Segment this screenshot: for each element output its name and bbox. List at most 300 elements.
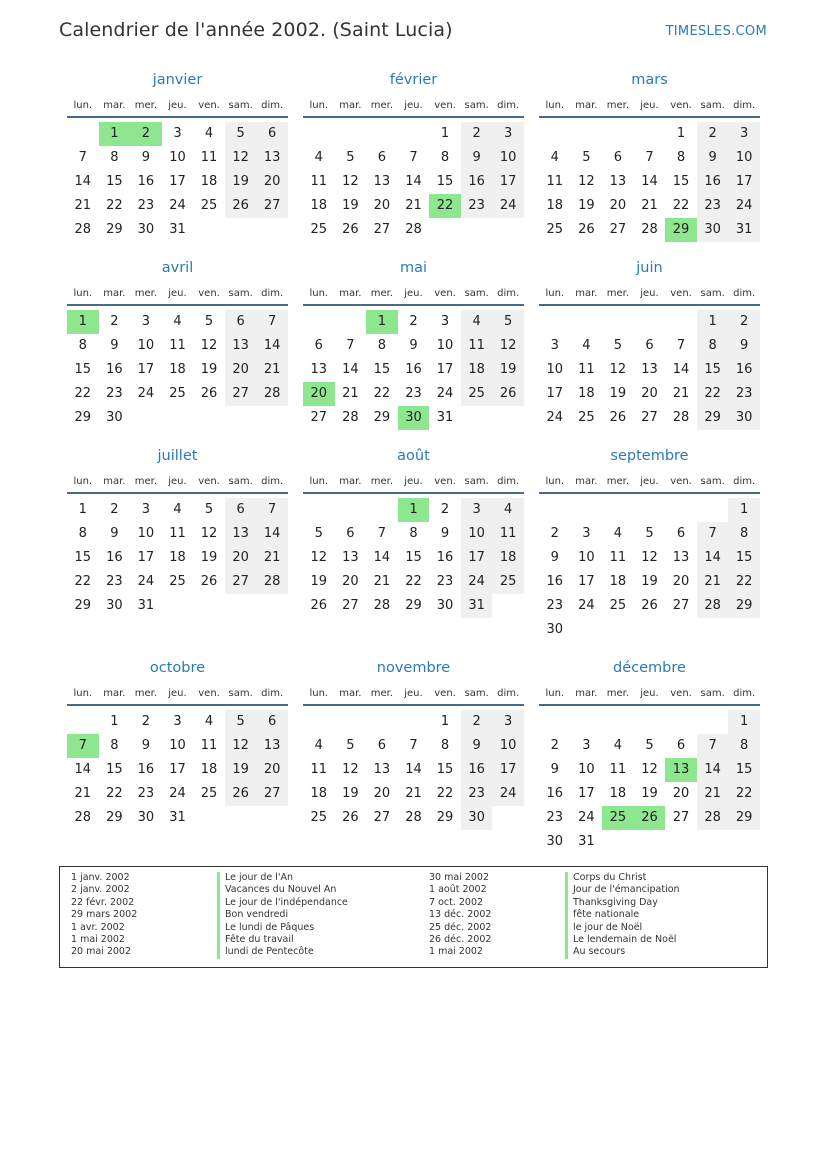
day-cell: 28 — [405, 810, 422, 825]
day-cell: 8 — [697, 334, 729, 358]
day-cell: 3 — [141, 314, 151, 329]
holiday-day-cell: 13 — [665, 758, 697, 782]
day-cell: 31 — [578, 834, 595, 849]
day-cell: 15 — [672, 174, 690, 189]
weekday-label: ven. — [670, 688, 692, 699]
legend-date: 2 janv. 2002 — [71, 884, 130, 896]
day-cell: 24 — [436, 386, 454, 401]
day-cell: 5 — [492, 310, 524, 334]
holiday-day-cell: 30 — [398, 406, 430, 430]
month-name: juin — [636, 260, 663, 276]
weekday-label: dim. — [497, 288, 520, 299]
day-cell: 17 — [728, 170, 760, 194]
weekday-label: sam. — [464, 288, 489, 299]
weekday-label: mar. — [575, 476, 598, 487]
day-cell: 3 — [173, 714, 182, 729]
legend-date: 13 déc. 2002 — [429, 909, 492, 921]
day-cell: 17 — [578, 574, 595, 589]
weekday-label: jeu. — [168, 288, 187, 299]
weekday-label: lun. — [73, 288, 93, 299]
day-cell: 12 — [200, 526, 218, 541]
weekday-label: mar. — [339, 100, 362, 111]
legend-date: 25 déc. 2002 — [429, 921, 492, 933]
weekday-label: ven. — [670, 288, 692, 299]
day-cell: 4 — [173, 314, 182, 329]
day-cell: 5 — [645, 526, 654, 541]
legend-holiday-name: Bon vendredi — [217, 909, 348, 921]
day-cell: 16 — [405, 362, 422, 377]
day-cell: 23 — [405, 386, 422, 401]
day-cell: 25 — [310, 810, 328, 825]
weekday-label: mer. — [370, 476, 394, 487]
month-name: janvier — [152, 72, 203, 88]
day-cell: 18 — [200, 762, 218, 777]
day-cell: 28 — [256, 570, 288, 594]
weekday-label: jeu. — [404, 100, 423, 111]
weekday-label: ven. — [670, 100, 692, 111]
weekday-label: sam. — [228, 288, 253, 299]
weekday-header — [303, 476, 524, 494]
weekday-label: mar. — [103, 688, 126, 699]
day-cell: 12 — [225, 734, 257, 758]
day-cell: 26 — [225, 782, 257, 806]
day-cell: 29 — [74, 410, 92, 425]
day-cell: 17 — [137, 550, 155, 565]
legend-holiday-name: lundi de Pentecôte — [217, 946, 348, 958]
day-cell: 21 — [373, 574, 391, 589]
day-cell: 28 — [697, 594, 729, 618]
day-cell: 21 — [697, 570, 729, 594]
weekday-header — [67, 100, 288, 118]
day-cell: 7 — [256, 498, 288, 522]
legend-date: 26 déc. 2002 — [429, 933, 492, 945]
weekday-label: dim. — [261, 100, 284, 111]
day-cell: 22 — [728, 570, 760, 594]
day-cell: 10 — [492, 146, 524, 170]
day-cell: 21 — [342, 386, 359, 401]
day-cell: 3 — [492, 122, 524, 146]
day-cell: 25 — [609, 598, 627, 613]
day-cell: 4 — [314, 150, 323, 165]
day-cell: 3 — [461, 498, 493, 522]
day-cell: 7 — [377, 526, 387, 541]
day-cell: 23 — [461, 194, 493, 218]
day-cell: 9 — [440, 526, 450, 541]
day-cell: 6 — [377, 150, 387, 165]
day-cell: 22 — [405, 574, 422, 589]
day-cell: 15 — [728, 546, 760, 570]
day-cell: 12 — [609, 362, 627, 377]
weekday-header — [539, 476, 760, 494]
day-cell: 2 — [141, 714, 151, 729]
day-cell: 17 — [436, 362, 454, 377]
day-cell: 6 — [613, 150, 623, 165]
weekday-label: mar. — [339, 688, 362, 699]
weekday-label: sam. — [464, 100, 489, 111]
day-cell: 2 — [461, 710, 493, 734]
day-cell: 11 — [200, 738, 218, 753]
day-cell: 19 — [200, 550, 218, 565]
day-cell: 28 — [256, 382, 288, 406]
day-cell: 1 — [728, 710, 760, 734]
legend-holiday-name: Le jour de l'An — [217, 872, 348, 884]
day-cell: 12 — [200, 338, 218, 353]
day-cell: 15 — [373, 362, 391, 377]
weekday-label: sam. — [700, 688, 725, 699]
day-cell: 14 — [373, 550, 391, 565]
day-cell: 4 — [613, 526, 623, 541]
day-cell: 20 — [641, 386, 658, 401]
weekday-label: ven. — [198, 688, 220, 699]
day-cell: 9 — [550, 762, 559, 777]
day-cell: 13 — [256, 734, 288, 758]
day-cell: 20 — [256, 170, 288, 194]
weekday-header — [539, 688, 760, 706]
legend-date: 1 mai 2002 — [71, 933, 125, 945]
weekday-label: sam. — [464, 476, 489, 487]
day-cell: 7 — [676, 338, 686, 353]
day-cell: 5 — [613, 338, 623, 353]
day-cell: 11 — [546, 174, 564, 189]
weekday-label: dim. — [733, 688, 756, 699]
legend-holiday-name: Corps du Christ — [565, 872, 680, 884]
day-cell: 22 — [697, 382, 729, 406]
day-cell: 8 — [440, 738, 450, 753]
day-cell: 4 — [204, 126, 214, 141]
day-cell: 8 — [728, 522, 760, 546]
day-cell: 28 — [672, 410, 690, 425]
day-cell: 19 — [609, 386, 627, 401]
day-cell: 17 — [578, 786, 595, 801]
weekday-header — [67, 288, 288, 306]
day-cell: 26 — [200, 574, 218, 589]
day-cell: 20 — [672, 786, 690, 801]
day-cell: 14 — [256, 334, 288, 358]
day-cell: 26 — [342, 810, 359, 825]
day-cell: 10 — [137, 338, 155, 353]
day-cell: 9 — [461, 146, 493, 170]
day-cell: 9 — [409, 338, 418, 353]
day-cell: 13 — [225, 522, 257, 546]
day-cell: 4 — [492, 498, 524, 522]
weekday-label: dim. — [497, 100, 520, 111]
day-cell: 27 — [342, 598, 359, 613]
weekday-label: jeu. — [640, 100, 659, 111]
day-cell: 15 — [74, 362, 92, 377]
day-cell: 23 — [436, 574, 454, 589]
day-cell: 31 — [461, 594, 493, 618]
day-cell: 20 — [609, 198, 627, 213]
day-cell: 29 — [697, 406, 729, 430]
day-cell: 21 — [256, 546, 288, 570]
day-cell: 16 — [728, 358, 760, 382]
weekday-label: lun. — [73, 688, 93, 699]
day-cell: 11 — [609, 762, 627, 777]
day-cell: 19 — [492, 358, 524, 382]
day-cell: 13 — [342, 550, 359, 565]
month-name: septembre — [610, 448, 689, 464]
day-cell: 28 — [373, 598, 391, 613]
day-cell: 12 — [225, 146, 257, 170]
weekday-label: mer. — [134, 100, 158, 111]
holiday-day-cell: 1 — [398, 498, 430, 522]
month-name: décembre — [613, 660, 686, 676]
day-cell: 19 — [641, 786, 658, 801]
weekday-label: dim. — [261, 288, 284, 299]
weekday-label: jeu. — [404, 688, 423, 699]
day-cell: 1 — [440, 714, 450, 729]
day-cell: 27 — [609, 222, 627, 237]
weekday-label: ven. — [198, 288, 220, 299]
day-cell: 5 — [204, 502, 214, 517]
weekday-header — [303, 100, 524, 118]
weekday-label: ven. — [434, 100, 456, 111]
day-cell: 18 — [461, 358, 493, 382]
weekday-label: ven. — [198, 476, 220, 487]
legend-holiday-name: Le lundi de Pâques — [217, 922, 348, 934]
day-cell: 24 — [492, 782, 524, 806]
legend-date: 1 janv. 2002 — [71, 872, 130, 883]
weekday-label: jeu. — [640, 688, 659, 699]
day-cell: 14 — [256, 522, 288, 546]
day-cell: 23 — [546, 810, 564, 825]
weekday-header — [303, 688, 524, 706]
day-cell: 5 — [346, 738, 355, 753]
day-cell: 21 — [74, 786, 92, 801]
day-cell: 15 — [74, 550, 92, 565]
day-cell: 12 — [342, 174, 359, 189]
day-cell: 11 — [310, 174, 328, 189]
day-cell: 10 — [169, 738, 186, 753]
weekday-label: mer. — [134, 476, 158, 487]
day-cell: 23 — [137, 198, 155, 213]
day-cell: 24 — [546, 410, 564, 425]
holiday-day-cell: 7 — [67, 734, 99, 758]
day-cell: 12 — [641, 762, 658, 777]
day-cell: 10 — [461, 522, 493, 546]
day-cell: 9 — [550, 550, 559, 565]
day-cell: 27 — [225, 570, 257, 594]
day-cell: 28 — [74, 810, 92, 825]
day-cell: 23 — [461, 782, 493, 806]
day-cell: 26 — [492, 382, 524, 406]
day-cell: 10 — [137, 526, 155, 541]
weekday-label: mar. — [575, 100, 598, 111]
weekday-label: jeu. — [640, 288, 659, 299]
day-cell: 23 — [546, 598, 564, 613]
day-cell: 9 — [110, 338, 119, 353]
day-cell: 25 — [492, 570, 524, 594]
day-cell: 18 — [310, 198, 328, 213]
day-cell: 3 — [728, 122, 760, 146]
day-cell: 30 — [546, 622, 564, 637]
day-cell: 15 — [728, 758, 760, 782]
holiday-day-cell: 1 — [366, 310, 398, 334]
weekday-label: ven. — [198, 100, 220, 111]
weekday-label: dim. — [497, 476, 520, 487]
weekday-label: dim. — [733, 476, 756, 487]
legend-names-left — [217, 872, 348, 959]
day-cell: 6 — [645, 338, 654, 353]
day-cell: 16 — [106, 362, 123, 377]
day-cell: 26 — [310, 598, 328, 613]
day-cell: 10 — [578, 762, 595, 777]
day-cell: 21 — [74, 198, 92, 213]
legend-holiday-name: Jour de l'émancipation — [565, 884, 680, 896]
day-cell: 25 — [200, 198, 218, 213]
day-cell: 21 — [641, 198, 658, 213]
day-cell: 29 — [405, 598, 422, 613]
day-cell: 9 — [697, 146, 729, 170]
day-cell: 13 — [609, 174, 627, 189]
day-cell: 8 — [110, 150, 119, 165]
day-cell: 6 — [346, 526, 355, 541]
day-cell: 15 — [697, 358, 729, 382]
day-cell: 6 — [676, 526, 686, 541]
day-cell: 14 — [74, 762, 92, 777]
day-cell: 20 — [342, 574, 359, 589]
day-cell: 7 — [697, 522, 729, 546]
day-cell: 15 — [436, 174, 454, 189]
day-cell: 16 — [461, 170, 493, 194]
day-cell: 18 — [200, 174, 218, 189]
legend-date: 1 avr. 2002 — [71, 921, 125, 933]
day-cell: 8 — [676, 150, 686, 165]
day-cell: 28 — [641, 222, 658, 237]
day-cell: 5 — [204, 314, 214, 329]
day-cell: 8 — [78, 526, 87, 541]
day-cell: 15 — [106, 762, 123, 777]
day-cell: 26 — [578, 222, 595, 237]
day-cell: 5 — [582, 150, 591, 165]
legend-holiday-name: Thanksgiving Day — [565, 897, 680, 909]
holiday-day-cell: 29 — [665, 218, 697, 242]
day-cell: 29 — [106, 810, 123, 825]
day-cell: 3 — [141, 502, 151, 517]
day-cell: 4 — [314, 738, 323, 753]
day-cell: 7 — [256, 310, 288, 334]
legend-date: 1 mai 2002 — [429, 946, 483, 958]
day-cell: 13 — [672, 550, 690, 565]
day-cell: 16 — [461, 758, 493, 782]
weekday-header — [539, 288, 760, 306]
day-cell: 27 — [373, 222, 391, 237]
day-cell: 21 — [405, 198, 422, 213]
day-cell: 29 — [106, 222, 123, 237]
day-cell: 20 — [672, 574, 690, 589]
weekday-label: jeu. — [404, 476, 423, 487]
weekday-label: mar. — [103, 288, 126, 299]
day-cell: 13 — [225, 334, 257, 358]
day-cell: 15 — [436, 762, 454, 777]
day-cell: 19 — [225, 758, 257, 782]
day-cell: 3 — [582, 738, 591, 753]
holiday-day-cell: 2 — [130, 122, 162, 146]
day-cell: 3 — [550, 338, 559, 353]
day-cell: 27 — [672, 598, 690, 613]
day-cell: 2 — [110, 502, 119, 517]
day-cell: 8 — [78, 338, 87, 353]
weekday-label: jeu. — [168, 476, 187, 487]
weekday-label: lun. — [309, 288, 329, 299]
day-cell: 20 — [225, 358, 257, 382]
day-cell: 17 — [546, 386, 564, 401]
day-cell: 1 — [728, 498, 760, 522]
legend-holiday-name: fête nationale — [565, 909, 680, 921]
weekday-label: dim. — [261, 476, 284, 487]
day-cell: 30 — [106, 410, 123, 425]
weekday-label: dim. — [733, 100, 756, 111]
day-cell: 4 — [550, 150, 559, 165]
day-cell: 3 — [492, 710, 524, 734]
day-cell: 25 — [578, 410, 595, 425]
day-cell: 25 — [461, 382, 493, 406]
day-cell: 10 — [169, 150, 186, 165]
day-cell: 16 — [137, 762, 155, 777]
day-cell: 29 — [728, 594, 760, 618]
day-cell: 7 — [409, 150, 418, 165]
day-cell: 30 — [546, 834, 564, 849]
legend-holiday-name: Le jour de l'indépendance — [217, 897, 348, 909]
day-cell: 13 — [256, 146, 288, 170]
day-cell: 11 — [492, 522, 524, 546]
day-cell: 5 — [225, 710, 257, 734]
day-cell: 24 — [137, 386, 155, 401]
weekday-label: mer. — [606, 476, 630, 487]
day-cell: 21 — [405, 786, 422, 801]
day-cell: 20 — [373, 786, 391, 801]
weekday-label: mer. — [370, 288, 394, 299]
day-cell: 6 — [676, 738, 686, 753]
legend-date: 20 mai 2002 — [71, 946, 132, 958]
weekday-label: dim. — [733, 288, 756, 299]
weekday-label: lun. — [73, 100, 93, 111]
day-cell: 6 — [256, 710, 288, 734]
weekday-label: mar. — [103, 476, 126, 487]
day-cell: 8 — [110, 738, 119, 753]
weekday-label: jeu. — [404, 288, 423, 299]
day-cell: 17 — [169, 174, 186, 189]
day-cell: 12 — [578, 174, 595, 189]
day-cell: 23 — [728, 382, 760, 406]
day-cell: 19 — [342, 198, 359, 213]
holiday-day-cell: 22 — [429, 194, 461, 218]
day-cell: 14 — [342, 362, 359, 377]
day-cell: 10 — [578, 550, 595, 565]
weekday-label: jeu. — [640, 476, 659, 487]
day-cell: 31 — [728, 218, 760, 242]
day-cell: 4 — [204, 714, 214, 729]
day-cell: 24 — [461, 570, 493, 594]
weekday-label: sam. — [228, 100, 253, 111]
day-cell: 18 — [310, 786, 328, 801]
day-cell: 18 — [609, 786, 627, 801]
day-cell: 12 — [342, 762, 359, 777]
day-cell: 17 — [492, 758, 524, 782]
day-cell: 22 — [74, 386, 92, 401]
day-cell: 11 — [200, 150, 218, 165]
holiday-day-cell: 1 — [67, 310, 99, 334]
day-cell: 23 — [106, 386, 123, 401]
month-name: avril — [161, 260, 194, 276]
day-cell: 24 — [169, 198, 186, 213]
site-link[interactable]: TIMESLES.COM — [665, 24, 767, 39]
day-cell: 1 — [676, 126, 686, 141]
day-cell: 6 — [225, 310, 257, 334]
day-cell: 11 — [461, 334, 493, 358]
weekday-label: sam. — [700, 476, 725, 487]
weekday-label: lun. — [545, 100, 565, 111]
